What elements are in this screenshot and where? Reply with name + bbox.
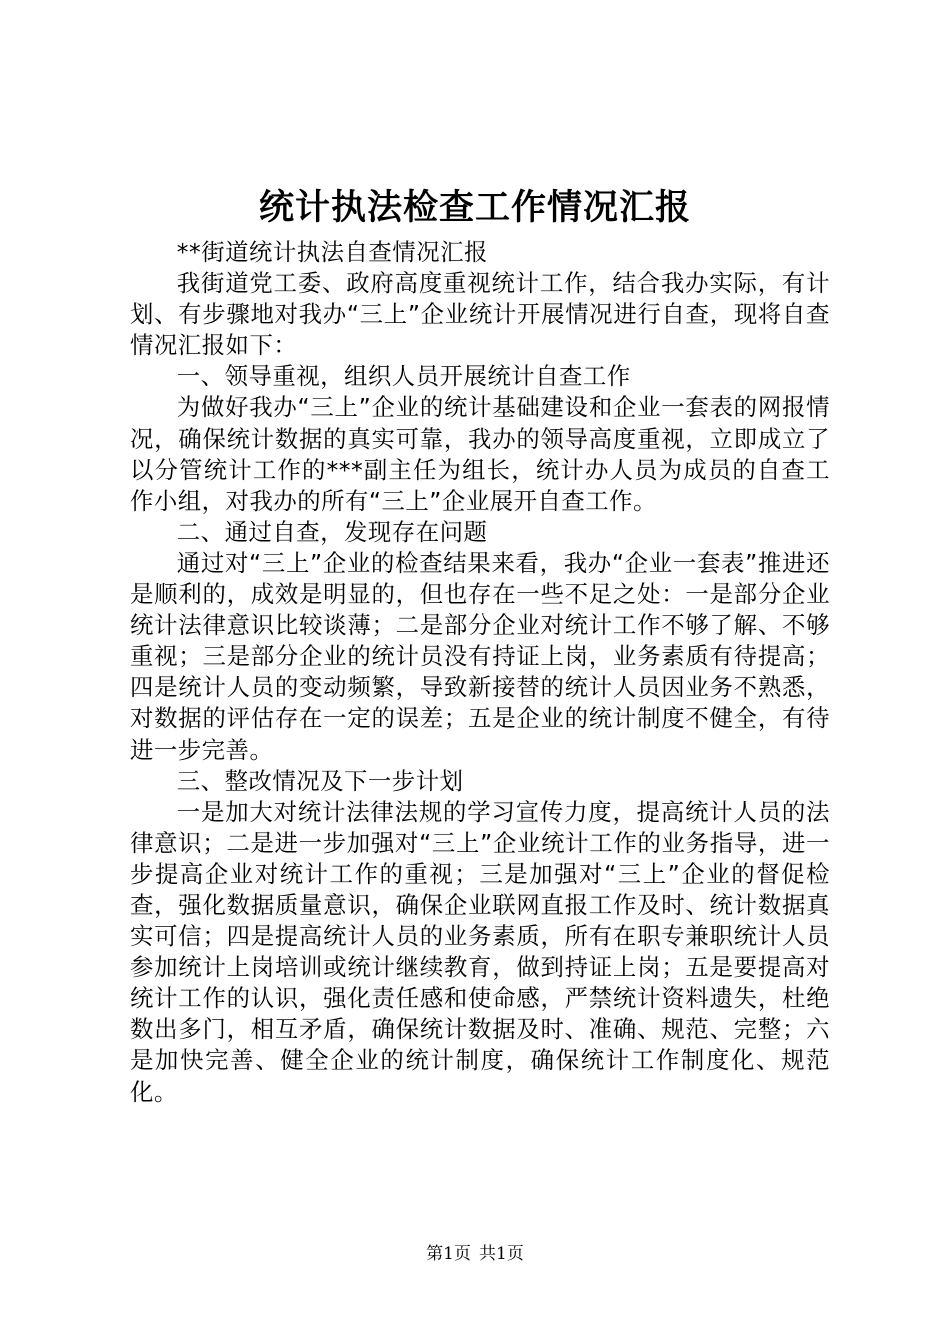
section-paragraph-3: 一是加大对统计法律法规的学习宣传力度，提高统计人员的法律意识；二是进一步加强对“三上”企业统计工作的业务指导，进一步提高企业对统计工作的重视；三是加强对“三上”企业的督促检查，强化数据质量意识，确保企业联网直报工作及时、统计数据真实可信；四是提高统计人员的业务素质，所有在职专兼职统计人员参加统计上岗培训或统计继续教育，做到持证上岗；五是要提高对统计工作的认识，强化责任感和使命感，严禁统计资料遗失，杜绝数出多门，相互矛盾，确保统计数据及时、准确、规范、完整；六是加快完善、健全企业的统计制度，确保统计工作制度化、规范化。 (130, 797, 830, 1106)
intro-paragraph: 我街道党工委、政府高度重视统计工作，结合我办实际，有计划、有步骤地对我办“三上”企业统计开展情况进行自查，现将自查情况汇报如下： (130, 269, 830, 360)
page-footer (0, 1242, 950, 1266)
section-paragraph-2: 通过对“三上”企业的检查结果来看，我办“企业一套表”推进还是顺利的，成效是明显的，但也存在一些不足之处：一是部分企业统计法律意识比较谈薄；二是部分企业对统计工作不够了解、不够重视；三是部分企业的统计员没有持证上岗，业务素质有待提高；四是统计人员的变动频繁，导致新接替的统计人员因业务不熟悉，对数据的评估存在一定的误差；五是企业的统计制度不健全，有待进一步完善。 (130, 548, 830, 764)
section-heading-1: 一、领导重视，组织人员开展统计自查工作 (176, 362, 631, 391)
document-title: 统计执法检查工作情况汇报 (258, 187, 691, 228)
page-total: 共1页 (479, 1244, 524, 1264)
subtitle-line: **街道统计执法自查情况汇报 (176, 238, 488, 266)
document-body (130, 237, 830, 1108)
page-number: 第1页 (426, 1244, 471, 1264)
section-paragraph-1: 为做好我办“三上”企业的统计基础建设和企业一套表的网报情况，确保统计数据的真实可靠，我办的领导高度重视，立即成立了以分管统计工作的***副主任为组长，统计办人员为成员的自查工作小组，对我办的所有“三上”企业展开自查工作。 (130, 393, 830, 515)
section-heading-3: 三、整改情况及下一步计划 (176, 766, 464, 795)
section-heading-2: 二、通过自查，发现存在问题 (176, 517, 488, 546)
